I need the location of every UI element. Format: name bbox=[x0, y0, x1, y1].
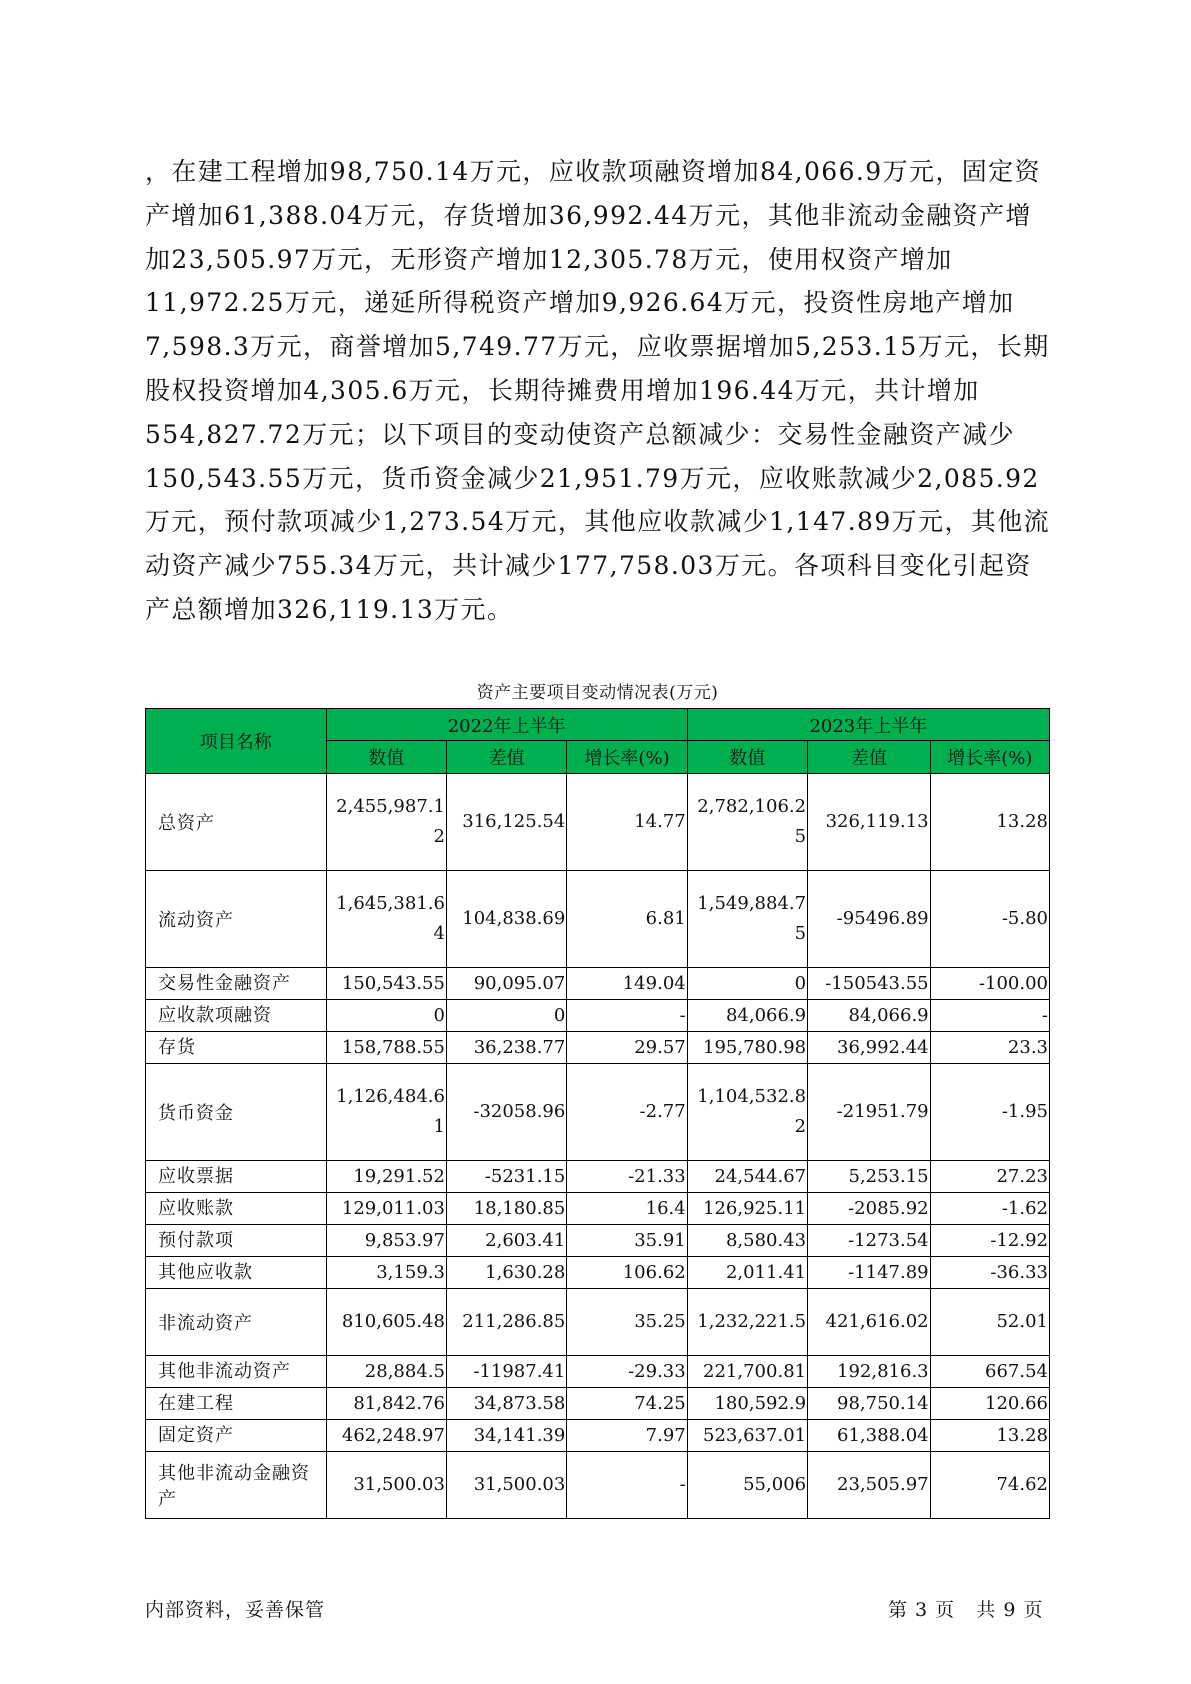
table-row bbox=[146, 871, 1050, 968]
cell-value-2022: 158,788.55 bbox=[326, 1032, 446, 1064]
asset-changes-table bbox=[145, 708, 1050, 1519]
header-difference-2022: 差值 bbox=[446, 741, 566, 774]
cell-difference-2023: -2085.92 bbox=[808, 1193, 931, 1225]
cell-difference-2022: 18,180.85 bbox=[446, 1193, 566, 1225]
cell-difference-2022: -32058.96 bbox=[446, 1064, 566, 1161]
cell-growth-rate-2022: -21.33 bbox=[567, 1161, 687, 1193]
row-item-name: 其他应收款 bbox=[146, 1257, 327, 1289]
row-item-name: 应收款项融资 bbox=[146, 1000, 327, 1032]
header-period-2023: 2023年上半年 bbox=[687, 709, 1049, 741]
cell-difference-2022: 34,873.58 bbox=[446, 1388, 566, 1420]
cell-value-2022: 19,291.52 bbox=[326, 1161, 446, 1193]
header-growth-rate-2022: 增长率(%) bbox=[567, 741, 687, 774]
table-row bbox=[146, 1257, 1050, 1289]
cell-growth-rate-2023: -5.80 bbox=[930, 871, 1049, 968]
cell-growth-rate-2022: 74.25 bbox=[567, 1388, 687, 1420]
header-growth-rate-2023: 增长率(%) bbox=[930, 741, 1049, 774]
row-item-name: 预付款项 bbox=[146, 1225, 327, 1257]
cell-value-2023: 8,580.43 bbox=[687, 1225, 807, 1257]
row-item-name: 应收账款 bbox=[146, 1193, 327, 1225]
cell-difference-2022: 316,125.54 bbox=[446, 774, 566, 871]
cell-difference-2022: 31,500.03 bbox=[446, 1452, 566, 1519]
cell-difference-2023: 421,616.02 bbox=[808, 1289, 931, 1356]
cell-growth-rate-2022: 106.62 bbox=[567, 1257, 687, 1289]
cell-growth-rate-2022: 149.04 bbox=[567, 968, 687, 1000]
cell-difference-2023: 326,119.13 bbox=[808, 774, 931, 871]
row-item-name: 其他非流动金融资产 bbox=[146, 1452, 327, 1519]
cell-growth-rate-2023: 120.66 bbox=[930, 1388, 1049, 1420]
row-item-name: 其他非流动资产 bbox=[146, 1356, 327, 1388]
row-item-name: 应收票据 bbox=[146, 1161, 327, 1193]
cell-growth-rate-2022: 16.4 bbox=[567, 1193, 687, 1225]
cell-growth-rate-2023: 667.54 bbox=[930, 1356, 1049, 1388]
cell-difference-2023: 98,750.14 bbox=[808, 1388, 931, 1420]
footer-page-number: 第 3 页 共 9 页 bbox=[888, 1599, 1044, 1621]
table-row bbox=[146, 1420, 1050, 1452]
cell-growth-rate-2023: 52.01 bbox=[930, 1289, 1049, 1356]
cell-value-2022: 1,645,381.64 bbox=[326, 871, 446, 968]
cell-growth-rate-2023: 74.62 bbox=[930, 1452, 1049, 1519]
cell-difference-2022: 211,286.85 bbox=[446, 1289, 566, 1356]
cell-difference-2022: -11987.41 bbox=[446, 1356, 566, 1388]
cell-value-2023: 55,006 bbox=[687, 1452, 807, 1519]
row-item-name: 在建工程 bbox=[146, 1388, 327, 1420]
cell-growth-rate-2023: -12.92 bbox=[930, 1225, 1049, 1257]
cell-value-2023: 2,011.41 bbox=[687, 1257, 807, 1289]
cell-difference-2023: 84,066.9 bbox=[808, 1000, 931, 1032]
table-row bbox=[146, 1452, 1050, 1519]
table-row bbox=[146, 1032, 1050, 1064]
cell-difference-2023: -95496.89 bbox=[808, 871, 931, 968]
cell-value-2022: 31,500.03 bbox=[326, 1452, 446, 1519]
cell-value-2023: 126,925.11 bbox=[687, 1193, 807, 1225]
footer-confidential-note: 内部资料，妥善保管 bbox=[145, 1599, 326, 1621]
cell-value-2022: 150,543.55 bbox=[326, 968, 446, 1000]
table-body bbox=[146, 774, 1050, 1519]
cell-value-2022: 0 bbox=[326, 1000, 446, 1032]
cell-difference-2023: 192,816.3 bbox=[808, 1356, 931, 1388]
cell-growth-rate-2022: 29.57 bbox=[567, 1032, 687, 1064]
cell-value-2022: 3,159.3 bbox=[326, 1257, 446, 1289]
cell-value-2023: 195,780.98 bbox=[687, 1032, 807, 1064]
cell-difference-2023: -21951.79 bbox=[808, 1064, 931, 1161]
cell-growth-rate-2022: 7.97 bbox=[567, 1420, 687, 1452]
cell-value-2022: 129,011.03 bbox=[326, 1193, 446, 1225]
cell-value-2023: 523,637.01 bbox=[687, 1420, 807, 1452]
cell-difference-2022: 34,141.39 bbox=[446, 1420, 566, 1452]
cell-difference-2022: -5231.15 bbox=[446, 1161, 566, 1193]
table-row bbox=[146, 968, 1050, 1000]
row-item-name: 存货 bbox=[146, 1032, 327, 1064]
row-item-name: 货币资金 bbox=[146, 1064, 327, 1161]
table-row bbox=[146, 1161, 1050, 1193]
cell-growth-rate-2022: -29.33 bbox=[567, 1356, 687, 1388]
cell-value-2022: 1,126,484.61 bbox=[326, 1064, 446, 1161]
cell-growth-rate-2023: 13.28 bbox=[930, 774, 1049, 871]
cell-growth-rate-2023: -1.95 bbox=[930, 1064, 1049, 1161]
cell-difference-2022: 1,630.28 bbox=[446, 1257, 566, 1289]
table-row bbox=[146, 1000, 1050, 1032]
cell-difference-2022: 90,095.07 bbox=[446, 968, 566, 1000]
header-value-2023: 数值 bbox=[687, 741, 807, 774]
cell-growth-rate-2022: - bbox=[567, 1000, 687, 1032]
header-value-2022: 数值 bbox=[326, 741, 446, 774]
cell-value-2022: 810,605.48 bbox=[326, 1289, 446, 1356]
cell-value-2023: 1,549,884.75 bbox=[687, 871, 807, 968]
cell-value-2023: 1,104,532.82 bbox=[687, 1064, 807, 1161]
cell-value-2023: 2,782,106.25 bbox=[687, 774, 807, 871]
cell-growth-rate-2023: 27.23 bbox=[930, 1161, 1049, 1193]
cell-value-2023: 221,700.81 bbox=[687, 1356, 807, 1388]
cell-growth-rate-2023: -1.62 bbox=[930, 1193, 1049, 1225]
table-row bbox=[146, 1356, 1050, 1388]
cell-growth-rate-2022: -2.77 bbox=[567, 1064, 687, 1161]
cell-value-2022: 28,884.5 bbox=[326, 1356, 446, 1388]
cell-value-2023: 0 bbox=[687, 968, 807, 1000]
cell-value-2022: 462,248.97 bbox=[326, 1420, 446, 1452]
cell-growth-rate-2022: 6.81 bbox=[567, 871, 687, 968]
table-row bbox=[146, 1289, 1050, 1356]
table-row bbox=[146, 1064, 1050, 1161]
cell-growth-rate-2022: 14.77 bbox=[567, 774, 687, 871]
cell-difference-2022: 0 bbox=[446, 1000, 566, 1032]
row-item-name: 非流动资产 bbox=[146, 1289, 327, 1356]
header-period-2022: 2022年上半年 bbox=[326, 709, 687, 741]
cell-difference-2022: 104,838.69 bbox=[446, 871, 566, 968]
cell-difference-2023: 23,505.97 bbox=[808, 1452, 931, 1519]
cell-difference-2023: 36,992.44 bbox=[808, 1032, 931, 1064]
cell-value-2023: 24,544.67 bbox=[687, 1161, 807, 1193]
cell-growth-rate-2022: - bbox=[567, 1452, 687, 1519]
cell-value-2022: 2,455,987.12 bbox=[326, 774, 446, 871]
cell-growth-rate-2023: -36.33 bbox=[930, 1257, 1049, 1289]
table-row bbox=[146, 1225, 1050, 1257]
cell-difference-2023: 5,253.15 bbox=[808, 1161, 931, 1193]
cell-growth-rate-2022: 35.25 bbox=[567, 1289, 687, 1356]
body-paragraph: ，在建工程增加98,750.14万元，应收款项融资增加84,066.9万元，固定资产增加61,388.04万元，存货增加36,992.44万元，其他非流动金融资产增加23,505.97万元，无形资产增加12,305.78万元，使用权资产增加11,972.25万元，递延所得税资产增加9,926.64万元，投资性房地产增加7,598.3万元，商誉增加5,749.77万元，应收票据增加5,253.15万元，长期股权投资增加4,305.6万元，长期待摊费用增加196.44万元，共计增加554,827.72万元；以下项目的变动使资产总额减少：交易性金融资产减少150,543.55万元，货币资金减少21,951.79万元，应收账款减少2,085.92万元，预付款项减少1,273.54万元，其他应收款减少1,147.89万元，其他流动资产减少755.34万元，共计减少177,758.03万元。各项科目变化引起资产总额增加326,119.13万元。 bbox=[145, 157, 1051, 624]
cell-value-2023: 180,592.9 bbox=[687, 1388, 807, 1420]
row-item-name: 流动资产 bbox=[146, 871, 327, 968]
cell-growth-rate-2023: 23.3 bbox=[930, 1032, 1049, 1064]
cell-difference-2023: -1273.54 bbox=[808, 1225, 931, 1257]
cell-difference-2023: 61,388.04 bbox=[808, 1420, 931, 1452]
table-row bbox=[146, 774, 1050, 871]
row-item-name: 总资产 bbox=[146, 774, 327, 871]
cell-difference-2022: 2,603.41 bbox=[446, 1225, 566, 1257]
table-caption: 资产主要项目变动情况表(万元) bbox=[476, 683, 719, 703]
cell-difference-2023: -1147.89 bbox=[808, 1257, 931, 1289]
row-item-name: 固定资产 bbox=[146, 1420, 327, 1452]
table-row bbox=[146, 1388, 1050, 1420]
cell-value-2023: 84,066.9 bbox=[687, 1000, 807, 1032]
table-row bbox=[146, 1193, 1050, 1225]
cell-value-2022: 81,842.76 bbox=[326, 1388, 446, 1420]
cell-growth-rate-2023: - bbox=[930, 1000, 1049, 1032]
header-item-name: 项目名称 bbox=[146, 709, 327, 774]
cell-difference-2022: 36,238.77 bbox=[446, 1032, 566, 1064]
cell-value-2023: 1,232,221.5 bbox=[687, 1289, 807, 1356]
cell-growth-rate-2023: 13.28 bbox=[930, 1420, 1049, 1452]
row-item-name: 交易性金融资产 bbox=[146, 968, 327, 1000]
cell-difference-2023: -150543.55 bbox=[808, 968, 931, 1000]
cell-growth-rate-2022: 35.91 bbox=[567, 1225, 687, 1257]
cell-growth-rate-2023: -100.00 bbox=[930, 968, 1049, 1000]
cell-value-2022: 9,853.97 bbox=[326, 1225, 446, 1257]
header-difference-2023: 差值 bbox=[808, 741, 931, 774]
